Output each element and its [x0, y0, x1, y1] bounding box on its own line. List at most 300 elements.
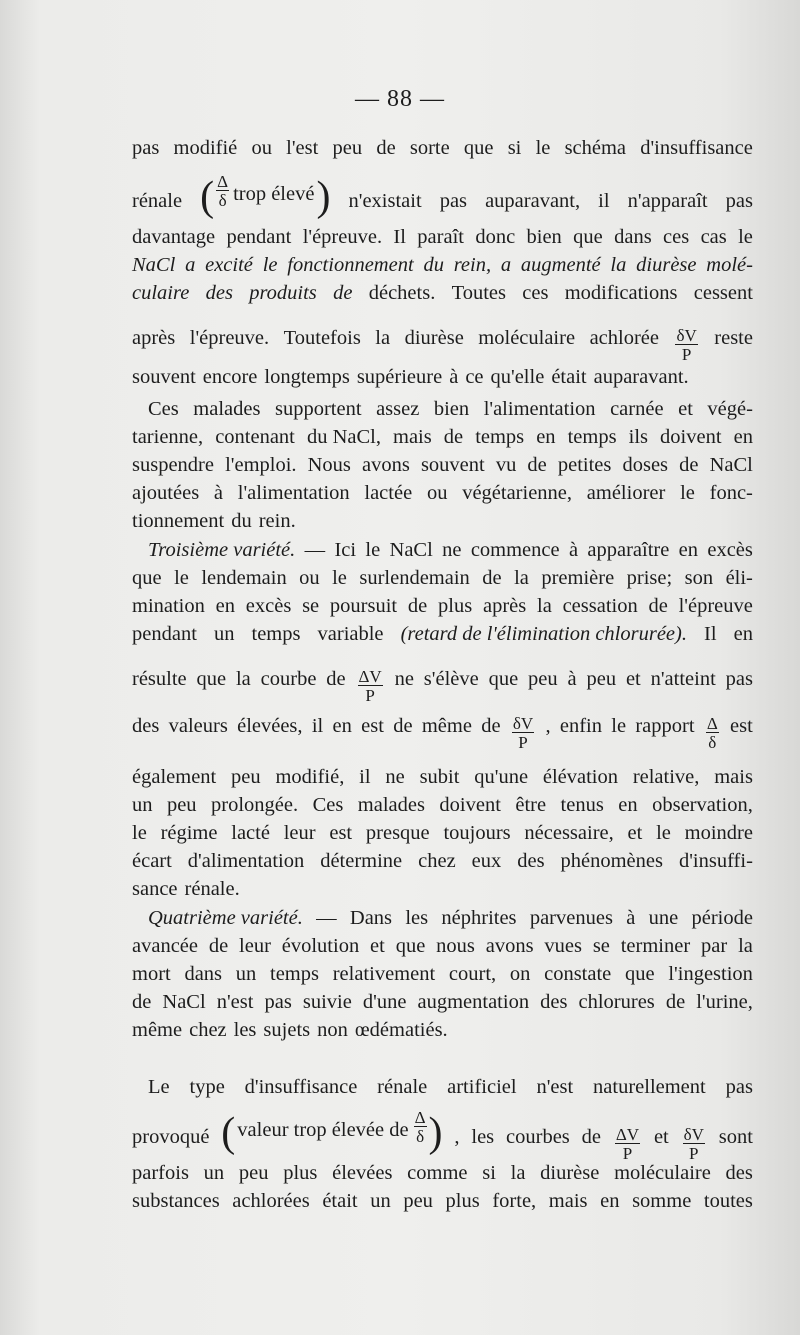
section-heading: Quatrième variété.	[148, 907, 303, 929]
word: en	[600, 1190, 620, 1212]
word: et	[627, 822, 643, 844]
word: sance	[132, 878, 178, 900]
word: Nous	[307, 454, 351, 476]
word: peu	[586, 668, 617, 690]
word: substances	[132, 1190, 220, 1212]
word: résulte	[132, 668, 187, 690]
word: moléculaire	[478, 327, 576, 349]
fraction-delta-ratio	[414, 1110, 427, 1144]
word: de	[482, 567, 502, 589]
word: de	[208, 935, 229, 957]
word: il	[359, 766, 371, 788]
word: écart	[132, 850, 172, 872]
text-line	[132, 250, 753, 280]
word: avancée	[132, 935, 198, 957]
fraction-numerator: Δ	[706, 714, 718, 733]
word: pendant	[132, 623, 197, 645]
word: ,	[545, 715, 551, 737]
word: parvenues	[529, 907, 613, 929]
fraction-denominator: P	[681, 345, 692, 364]
word: détermine	[320, 850, 403, 872]
word: rein,	[453, 254, 492, 276]
word: n'est	[216, 991, 254, 1013]
word: temps	[567, 426, 617, 448]
word: lactée	[364, 482, 413, 504]
word: en	[618, 794, 638, 816]
text-line	[132, 1186, 753, 1216]
word: n'est	[536, 1076, 574, 1098]
word: chez	[418, 850, 456, 872]
word: d'insuffisance	[244, 1076, 358, 1098]
page-number: — 88 —	[355, 86, 445, 112]
word: NaCl	[132, 254, 176, 276]
word: courbes	[506, 1126, 570, 1148]
word: phénomènes	[560, 850, 663, 872]
word: que	[488, 668, 519, 690]
word: observation,	[652, 794, 753, 816]
word: paraît	[417, 226, 464, 248]
word: souvent	[132, 366, 196, 388]
italic-phrase: (retard de l'élimination chlorurée).	[400, 623, 687, 645]
word: bien	[526, 226, 562, 248]
word: élevées,	[237, 715, 303, 737]
word: commence	[470, 539, 560, 561]
text-line	[132, 506, 753, 536]
word: de	[333, 282, 353, 304]
word: que	[573, 226, 603, 248]
text-line	[132, 323, 753, 364]
word: petites	[557, 454, 612, 476]
word: de	[326, 668, 346, 690]
word: la	[375, 327, 391, 349]
word: ne	[442, 539, 462, 561]
text-line	[132, 762, 753, 792]
word: modifié,	[275, 766, 345, 788]
word: ou	[426, 482, 448, 504]
word: souvent	[420, 454, 485, 476]
text-line	[132, 1158, 753, 1188]
word: relative,	[632, 766, 700, 788]
word: que	[132, 567, 162, 589]
word: de	[393, 715, 413, 737]
fraction-numerator: Δ	[217, 172, 229, 191]
word: le	[132, 822, 147, 844]
word: se	[592, 935, 610, 957]
word: surlendemain	[359, 567, 470, 589]
fraction-denominator: P	[622, 1144, 633, 1163]
fraction-denominator: δ	[708, 733, 717, 752]
word: pas	[132, 137, 160, 159]
word: donc	[475, 226, 516, 248]
word: dans	[184, 963, 223, 985]
word: encore	[202, 366, 258, 388]
word: ce	[465, 366, 484, 388]
word: sujets	[263, 1019, 311, 1041]
word: non	[317, 1019, 348, 1041]
word: parfois	[132, 1162, 189, 1184]
word: évolution	[281, 935, 360, 957]
word: court,	[448, 963, 497, 985]
word: l'épreuve	[678, 595, 753, 617]
word: élevées	[332, 1162, 393, 1184]
word: Toutefois	[283, 327, 361, 349]
word: peu	[238, 1162, 269, 1184]
word: auparavant,	[485, 190, 581, 212]
text-line	[132, 846, 753, 876]
word: prise;	[626, 567, 673, 589]
word: améliorer	[586, 482, 666, 504]
word: le	[332, 567, 347, 589]
word: lacté	[231, 822, 270, 844]
text-line	[148, 903, 753, 933]
word: le	[174, 567, 189, 589]
word: temps	[475, 426, 525, 448]
text-line	[132, 959, 753, 989]
word: temps	[251, 623, 301, 645]
text-line	[132, 591, 753, 621]
fraction-numerator: δV	[683, 1125, 704, 1144]
word: de	[407, 595, 428, 617]
word: une	[648, 907, 679, 929]
word: Il	[704, 623, 717, 645]
word: peu	[528, 668, 558, 690]
word: lendemain	[201, 567, 287, 589]
word: l'urine,	[696, 991, 753, 1013]
word: l'emploi.	[225, 454, 297, 476]
word: Ces	[312, 794, 344, 816]
word: dans	[614, 226, 652, 248]
word: —	[304, 539, 326, 561]
word: doivent	[660, 426, 722, 448]
fraction-denominator: δ	[218, 191, 227, 210]
word: type	[189, 1076, 225, 1098]
word: si	[482, 1162, 496, 1184]
word: tionnement	[132, 510, 225, 532]
word: cessation	[562, 595, 638, 617]
word: tenus	[560, 794, 604, 816]
text-line	[132, 1015, 753, 1045]
word: plus	[438, 595, 473, 617]
word: bien	[433, 398, 470, 420]
word: temps	[270, 963, 319, 985]
fraction	[358, 669, 383, 703]
word: période	[691, 907, 753, 929]
word: artificiel	[447, 1076, 517, 1098]
word: mais	[393, 426, 432, 448]
word: que	[463, 137, 494, 159]
text-line	[148, 1072, 753, 1102]
word: achlorées	[232, 1190, 310, 1212]
word: rapport	[635, 715, 695, 737]
word: assez	[376, 398, 420, 420]
word: fonc-	[709, 482, 753, 504]
word: ,	[454, 1126, 460, 1148]
word: plus	[445, 1190, 480, 1212]
word: qu'elle	[490, 366, 545, 388]
word: il	[598, 190, 610, 212]
fraction-delta-ratio	[216, 174, 229, 208]
word: l'épreuve.	[302, 226, 383, 248]
word: d'alimentation	[187, 850, 305, 872]
word: n'atteint	[650, 668, 716, 690]
parenthesis: (	[221, 1110, 236, 1156]
text-line	[132, 563, 753, 593]
fraction	[683, 1127, 705, 1161]
word: supérieure	[356, 366, 443, 388]
word: le	[365, 539, 381, 561]
word: du	[231, 510, 252, 532]
word: l'est	[286, 137, 319, 159]
word: tarienne,	[132, 426, 204, 448]
word: ou	[251, 137, 272, 159]
word: en	[215, 595, 236, 617]
word: culaire	[132, 282, 190, 304]
word: chez	[189, 1019, 227, 1041]
word: ne	[385, 766, 405, 788]
word: cessent	[693, 282, 753, 304]
word: le	[656, 822, 671, 844]
text-line	[148, 535, 753, 565]
word: peu	[332, 137, 363, 159]
word: excès	[707, 539, 753, 561]
word: NaCl	[709, 454, 753, 476]
word: le	[680, 482, 695, 504]
word: excité	[205, 254, 253, 276]
word: un	[203, 1162, 225, 1184]
word: de	[581, 1126, 602, 1148]
word: la	[510, 1162, 526, 1184]
parenthesis: (	[200, 174, 215, 220]
word: diurèse	[404, 327, 464, 349]
word: la	[514, 567, 529, 589]
word: cas	[700, 226, 727, 248]
word: mination	[132, 595, 205, 617]
word: ils	[628, 426, 648, 448]
word: du	[423, 254, 444, 276]
word: un	[370, 1190, 391, 1212]
fraction-numerator: ΔV	[615, 1125, 640, 1144]
fraction	[675, 328, 697, 362]
word: être	[515, 794, 547, 816]
word: nous	[436, 935, 475, 957]
word: nécessaire,	[524, 822, 614, 844]
text-line	[132, 362, 753, 392]
word: et	[370, 935, 385, 957]
word: constate	[544, 963, 612, 985]
word: était	[551, 366, 587, 388]
word: vu	[495, 454, 517, 476]
word: après	[482, 595, 527, 617]
word: que	[625, 963, 655, 985]
word: Toutes	[451, 282, 506, 304]
word: de	[665, 991, 686, 1013]
word: plus	[283, 1162, 318, 1184]
word: et	[625, 668, 641, 690]
word: se	[302, 595, 320, 617]
fraction-numerator: δV	[512, 714, 534, 733]
word: en	[536, 426, 556, 448]
word: œdématiés.	[354, 1019, 448, 1041]
word: rein.	[258, 510, 296, 532]
word: pas	[264, 991, 292, 1013]
word: avons	[485, 935, 534, 957]
word: NaCl	[389, 539, 433, 561]
word: achlorée	[589, 327, 659, 349]
word: il	[311, 715, 324, 737]
word: davantage	[132, 226, 216, 248]
word: le	[611, 715, 627, 737]
word: moindre	[684, 822, 753, 844]
word: a	[500, 254, 512, 276]
text-line	[132, 664, 753, 705]
word: est	[730, 715, 753, 737]
word: doivent	[439, 794, 501, 816]
word: Dans	[349, 907, 393, 929]
word: ne	[394, 668, 414, 690]
word: excès	[245, 595, 292, 617]
text-line	[132, 133, 753, 163]
word: le	[535, 137, 551, 159]
word: des	[205, 282, 233, 304]
text-line	[132, 711, 753, 752]
word: à	[626, 907, 636, 929]
word: Il	[393, 226, 406, 248]
word: toutes	[703, 1190, 753, 1212]
text-line	[132, 172, 753, 220]
word: un	[213, 623, 235, 645]
word: on	[509, 963, 531, 985]
text-line	[148, 394, 753, 424]
word: de	[376, 137, 396, 159]
word: a	[185, 254, 196, 276]
word: enfin	[559, 715, 602, 737]
fraction-denominator: δ	[416, 1127, 425, 1146]
word: de	[648, 595, 668, 617]
fraction-denominator: P	[518, 733, 528, 752]
word: un	[235, 963, 257, 985]
formula-group	[200, 172, 331, 220]
word: l'épreuve.	[189, 327, 270, 349]
word: élévation	[542, 766, 618, 788]
word: végétarienne,	[462, 482, 573, 504]
word: malades	[193, 398, 261, 420]
word: la	[610, 254, 627, 276]
word: l'ingestion	[668, 963, 753, 985]
fraction	[512, 716, 534, 750]
fraction-numerator: δV	[676, 326, 697, 345]
word: provoqué	[132, 1126, 210, 1148]
fraction-denominator: P	[365, 686, 375, 705]
word: de	[679, 454, 699, 476]
word: s'élève	[423, 668, 479, 690]
word: éli-	[725, 567, 753, 589]
word: molé-	[706, 254, 753, 276]
word: auparavant.	[593, 366, 689, 388]
word: comme	[407, 1162, 468, 1184]
word: l'alimentation	[237, 482, 350, 504]
word: augmenté	[520, 254, 601, 276]
word: vues	[544, 935, 582, 957]
word: la	[537, 595, 552, 617]
word: pas	[725, 668, 753, 690]
word: en	[332, 715, 352, 737]
word: leur	[283, 822, 316, 844]
word: sorte	[409, 137, 450, 159]
word: malades	[357, 794, 425, 816]
word: presque	[365, 822, 430, 844]
word: rénale	[377, 1076, 428, 1098]
word: ces	[522, 282, 549, 304]
word: même	[132, 1019, 183, 1041]
word: des	[540, 991, 568, 1013]
word: et	[653, 1126, 669, 1148]
word: en	[733, 426, 753, 448]
word: le	[262, 254, 278, 276]
word: l'alimentation	[483, 398, 596, 420]
word: régime	[160, 822, 218, 844]
word: supportent	[274, 398, 362, 420]
text-line	[132, 222, 753, 252]
text-line	[132, 619, 753, 649]
word: Ces	[148, 398, 179, 420]
word: est	[329, 822, 353, 844]
word: un	[132, 794, 153, 816]
text-line	[132, 422, 753, 452]
word: naturellement	[593, 1076, 706, 1098]
word: qu'une	[474, 766, 529, 788]
word: augmentation	[417, 991, 530, 1013]
word: Ici	[334, 539, 357, 561]
word: eux	[471, 850, 502, 872]
word: le	[738, 226, 753, 248]
text-line	[132, 1108, 753, 1163]
word: courbe	[260, 668, 317, 690]
word: suivie	[302, 991, 352, 1013]
word: les	[471, 1126, 495, 1148]
fraction	[615, 1127, 640, 1161]
text-line	[132, 790, 753, 820]
word: à	[568, 539, 579, 561]
word: mort	[132, 963, 171, 985]
fraction-numerator: Δ	[414, 1108, 426, 1127]
formula-text: trop élevé	[233, 183, 315, 205]
word: rénale.	[184, 878, 240, 900]
word: les	[233, 1019, 257, 1041]
word: modifié	[173, 137, 238, 159]
word: contenant	[215, 426, 295, 448]
word: peu	[231, 766, 261, 788]
word: la	[235, 668, 251, 690]
word: de	[527, 454, 547, 476]
word: de	[132, 991, 152, 1013]
word: que	[395, 935, 426, 957]
word: peu	[403, 1190, 433, 1212]
word: par	[701, 935, 728, 957]
word: de	[443, 426, 464, 448]
word: variable	[317, 623, 384, 645]
word: produits	[249, 282, 317, 304]
word: ou	[299, 567, 320, 589]
text-line	[132, 450, 753, 480]
word: d'une	[362, 991, 407, 1013]
word: relativement	[332, 963, 436, 985]
fraction	[706, 716, 719, 750]
word: déchets.	[368, 282, 436, 304]
word: des	[725, 1162, 753, 1184]
word: végé-	[707, 398, 753, 420]
word: d'insuffi-	[678, 850, 753, 872]
text-line	[132, 818, 753, 848]
